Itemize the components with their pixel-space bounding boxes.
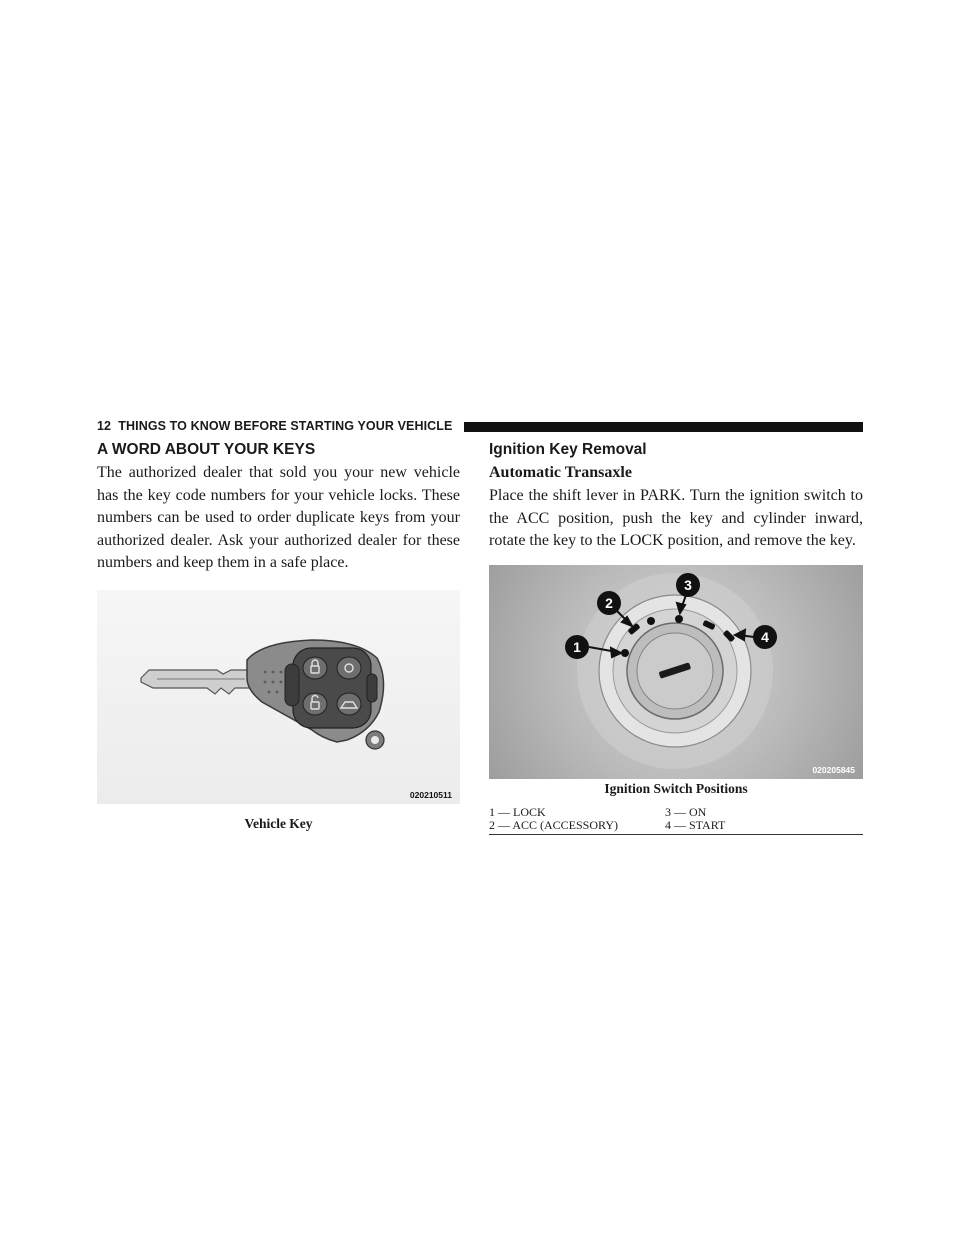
key-blade: [141, 670, 249, 694]
keys-column: [97, 440, 460, 832]
keys-paragraph: The authorized dealer that sold you your new vehicle has the key code numbers for your vehicle locks. These numbers can be used to order duplicate keys from your authorized dealer. Ask your authorized dealer for these numbers and keep them in a safe place.: [97, 464, 460, 571]
remote-start-button: [337, 657, 361, 679]
callout-2: 2: [605, 594, 613, 611]
page-number: 12: [97, 419, 112, 433]
removal-heading: Ignition Key Removal: [489, 441, 647, 458]
removal-subheading: Automatic Transaxle: [489, 464, 632, 481]
side-button: [367, 674, 377, 702]
legend-row: [489, 819, 863, 832]
button-panel: [293, 648, 371, 728]
callout-4: 4: [761, 628, 769, 645]
section-title: THINGS TO KNOW BEFORE STARTING YOUR VEHICLE: [118, 419, 453, 433]
vehicle-key-illustration: [97, 590, 460, 804]
header-text: [97, 419, 452, 433]
legend-item: 4 — START: [665, 817, 726, 832]
liftgate-button: [337, 693, 361, 715]
ignition-caption: Ignition Switch Positions: [604, 780, 748, 796]
vehicle-key-figure: [97, 590, 460, 804]
figure-code-ignition: 020205845: [812, 764, 855, 775]
callout-1: 1: [573, 638, 581, 655]
figure-code-key: 020210511: [409, 789, 452, 800]
unlock-button: [303, 693, 327, 715]
keys-heading: A WORD ABOUT YOUR KEYS: [97, 441, 316, 458]
legend-row: [489, 806, 863, 819]
panic-button: [285, 664, 299, 706]
legend-item: 2 — ACC (ACCESSORY): [489, 817, 619, 832]
ignition-switch-figure: [489, 565, 863, 779]
legend-item: 1 — LOCK: [489, 804, 546, 819]
header-rule-bar: [464, 422, 863, 432]
ignition-legend: [489, 806, 863, 835]
vehicle-key-caption: Vehicle Key: [244, 815, 313, 831]
legend-item: 3 — ON: [665, 804, 707, 819]
removal-column: [489, 440, 863, 835]
removal-paragraph: Place the shift lever in PARK. Turn the ignition switch to the ACC position, push the key and cylinder inward, rotate the key to the LOCK position, and remove the key.: [489, 487, 863, 549]
callout-3: 3: [684, 576, 692, 593]
key-ring-hole: [371, 736, 379, 744]
ignition-switch-illustration: [489, 565, 863, 779]
running-header: [97, 418, 863, 436]
